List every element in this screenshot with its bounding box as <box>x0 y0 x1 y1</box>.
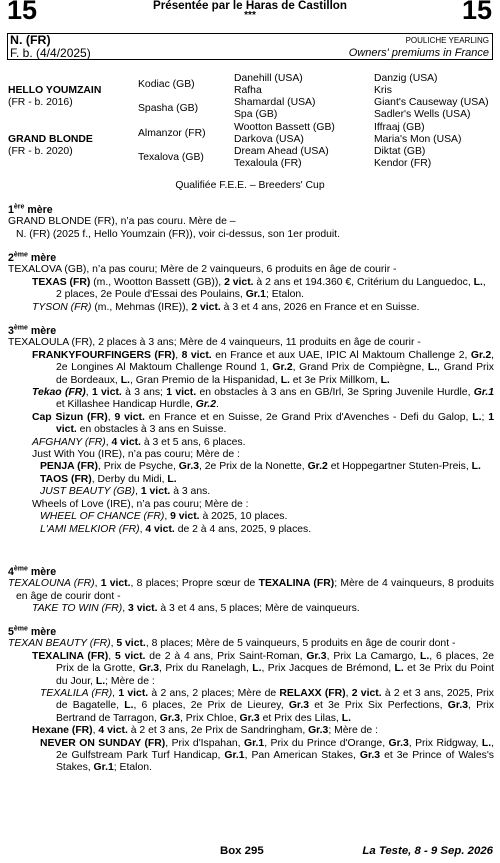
pedigree-gen4-item: Sadler's Wells (USA) <box>374 109 471 120</box>
produce-entry: Cap Sizun (FR), 9 vict. en France et en Suisse, 2e Grand Prix d'Avenches - Defi du Galop, L.; 1 vict. en obstacles à 3 ans en Suisse. <box>32 411 494 436</box>
produce-entry: JUST BEAUTY (GB), 1 vict. à 3 ans. <box>40 486 211 498</box>
produce-entry: Hexane (FR), 4 vict. à 2 et 3 ans, 2e Prix de Sandringham, Gr.3; Mère de : <box>32 725 378 737</box>
pedigree-gen3-item: Rafha <box>234 85 262 96</box>
pedigree-gen3-item: Spa (GB) <box>234 109 278 120</box>
fifth-dam-section <box>8 626 494 775</box>
produce-entry: TAOS (FR), Derby du Midi, L. <box>40 473 177 485</box>
dam-entry: TEXALOVA (GB), n’a pas couru; Mère de 2 vainqueurs, 6 produits en âge de courir - <box>8 264 397 276</box>
horse-info-box <box>7 33 493 60</box>
first-dam-section <box>8 204 494 241</box>
section-heading: 2ème mère <box>8 251 57 264</box>
lot-number-right: 15 <box>461 0 492 25</box>
produce-entry: Wheels of Love (IRE), n’a pas couru; Mère de : <box>32 498 249 510</box>
produce-entry: AFGHANY (FR), 4 vict. à 3 et 5 ans, 6 places. <box>32 436 246 448</box>
horse-name: N. (FR) <box>10 33 51 47</box>
produce-entry: TEXAS (FR) (m., Wootton Bassett (GB)), 2 vict. à 2 ans et 194.360 €, Critérium du Languedoc, L., 2 places, 2e Poule d'Essai des Poulains, Gr.1; Etalon. <box>32 276 486 301</box>
dam-entry: TEXALOULA (FR), 2 places à 3 ans; Mère de 4 vainqueurs, 11 produits en âge de courir - <box>8 337 421 349</box>
pedigree-gen4-item: Giant's Causeway (USA) <box>374 97 489 108</box>
horse-details: F. b. (4/4/2025) <box>10 46 91 60</box>
produce-entry: TAKE TO WIN (FR), 3 vict. à 3 et 4 ans, 5 places; Mère de vainqueurs. <box>32 603 360 615</box>
produce-entry: Tekao (FR), 1 vict. à 3 ans; 1 vict. en obstacles à 3 ans en GB/Irl, 3e Spring Juvenile Hurdle, Gr.1 et Killashee Handicap Hurdle, Gr.2. <box>32 387 495 411</box>
sale-location-date: La Teste, 8 - 9 Sep. 2026 <box>362 845 493 857</box>
pedigree-gen2-item: Spasha (GB) <box>138 103 199 114</box>
section-heading: 1ère mère <box>8 203 53 216</box>
pedigree-gen4-item: Kris <box>374 85 392 96</box>
section-heading: 4ème mère <box>8 565 57 578</box>
sire-info: (FR - b. 2016) <box>8 97 73 108</box>
consignor-stars: *** <box>244 10 256 21</box>
consignor-title: Présentée par le Haras de Castillon <box>153 0 347 12</box>
pedigree-gen2-item: Kodiac (GB) <box>138 79 195 90</box>
pedigree-gen3-item: Wootton Bassett (GB) <box>234 122 335 133</box>
section-heading: 3ème mère <box>8 324 57 337</box>
produce-entry: PENJA (FR), Prix de Psyche, Gr.3, 2e Prix de la Nonette, Gr.2 et Hoppegartner Stuten-Preis, L. <box>40 461 481 473</box>
pedigree-gen3-item: Texaloula (FR) <box>234 158 302 169</box>
produce-entry: N. (FR) (2025 f., Hello Youmzain (FR)), voir ci-dessus, son 1er produit. <box>16 228 340 240</box>
horse-category: POULICHE YEARLING <box>405 36 489 45</box>
produce-entry: TEXALINA (FR), 5 vict. de 2 à 4 ans, Prix Saint-Roman, Gr.3, Prix La Camargo, L., 6 places, 2e Prix de la Grotte, Gr.3, Prix du Ranelagh, L., Prix Jacques de Brémond, L. et 3e Prix du Point du Jour, L.; Mère de : <box>32 650 494 687</box>
fourth-dam-section <box>8 566 494 616</box>
produce-entry: WHEEL OF CHANCE (FR), 9 vict. à 2025, 10 places. <box>40 511 288 523</box>
pedigree-gen3-item: Dream Ahead (USA) <box>234 146 329 157</box>
qualification-note: Qualifiée F.E.E. – Breeders' Cup <box>175 180 325 191</box>
section-heading: 5ème mère <box>8 625 57 638</box>
pedigree-gen3-item: Darkova (USA) <box>234 134 304 145</box>
pedigree-gen4-item: Iffraaj (GB) <box>374 122 425 133</box>
pedigree-gen3-item: Danehill (USA) <box>234 73 303 84</box>
second-dam-section <box>8 252 494 314</box>
produce-entry: FRANKYFOURFINGERS (FR), 8 vict. en France et aux UAE, IPIC Al Maktoum Challenge 2, Gr.2, 2e Longines Al Maktoum Challenge Round 1, Gr.2, Grand Prix de Compiègne, L., Grand Prix de Bordeaux, L., Gran Premio de la Hispanidad, L. et 3e Prix Millkom, L. <box>32 349 495 386</box>
lot-number-left: 15 <box>7 0 38 25</box>
produce-entry: NEVER ON SUNDAY (FR), Prix d'Ispahan, Gr.1, Prix du Prince d'Orange, Gr.3, Prix Ridgway, L., 2e Gulfstream Park Turf Handicap, Gr.1, Pan American Stakes, Gr.3 et 3e Prince of Wales's Stakes, Gr.1; Etalon. <box>40 737 495 774</box>
box-number: Box 295 <box>220 845 264 857</box>
pedigree-gen3-item: Shamardal (USA) <box>234 97 316 108</box>
produce-entry: Just With You (IRE), n’a pas couru; Mère de : <box>32 449 240 461</box>
pedigree-gen4-item: Diktat (GB) <box>374 146 426 157</box>
pedigree-gen4-item: Kendor (FR) <box>374 158 432 169</box>
third-dam-section <box>8 325 494 536</box>
produce-entry: L'AMI MELKIOR (FR), 4 vict. de 2 à 4 ans, 2025, 9 places. <box>40 523 312 535</box>
dam-entry: GRAND BLONDE (FR), n’a pas couru. Mère de – <box>8 216 236 228</box>
pedigree-gen2-item: Almanzor (FR) <box>138 128 206 139</box>
produce-entry: TEXALILA (FR), 1 vict. à 2 ans, 2 places; Mère de RELAXX (FR), 2 vict. à 2 et 3 ans, 2025, Prix de Bagatelle, L., 6 places, 2e Prix de Lieurey, Gr.3 et 3e Prix Six Perfections, Gr.3, Prix Bertrand de Tarragon, Gr.3, Prix Chloe, Gr.3 et Prix des Lilas, L. <box>40 688 495 724</box>
dam-entry: TEXALOUNA (FR), 1 vict., 8 places; Propre sœur de TEXALINA (FR); Mère de 4 vainqueurs, 8 produits en âge de courir dont - <box>8 578 495 602</box>
produce-entry: TYSON (FR) (m., Mehmas (IRE)), 2 vict. à 3 et 4 ans, 2026 en France et en Suisse. <box>32 301 420 313</box>
pedigree-gen4-item: Maria's Mon (USA) <box>374 134 462 145</box>
dam-entry: TEXAN BEAUTY (FR), 5 vict., 8 places; Mère de 5 vainqueurs, 5 produits en âge de courir dont - <box>8 638 456 650</box>
sire-name: HELLO YOUMZAIN <box>8 85 102 96</box>
pedigree-gen4-item: Danzig (USA) <box>374 73 438 84</box>
dam-name: GRAND BLONDE <box>8 134 93 145</box>
owners-premiums: Owners' premiums in France <box>348 47 489 59</box>
dam-info: (FR - b. 2020) <box>8 146 73 157</box>
pedigree-gen2-item: Texalova (GB) <box>138 152 204 163</box>
